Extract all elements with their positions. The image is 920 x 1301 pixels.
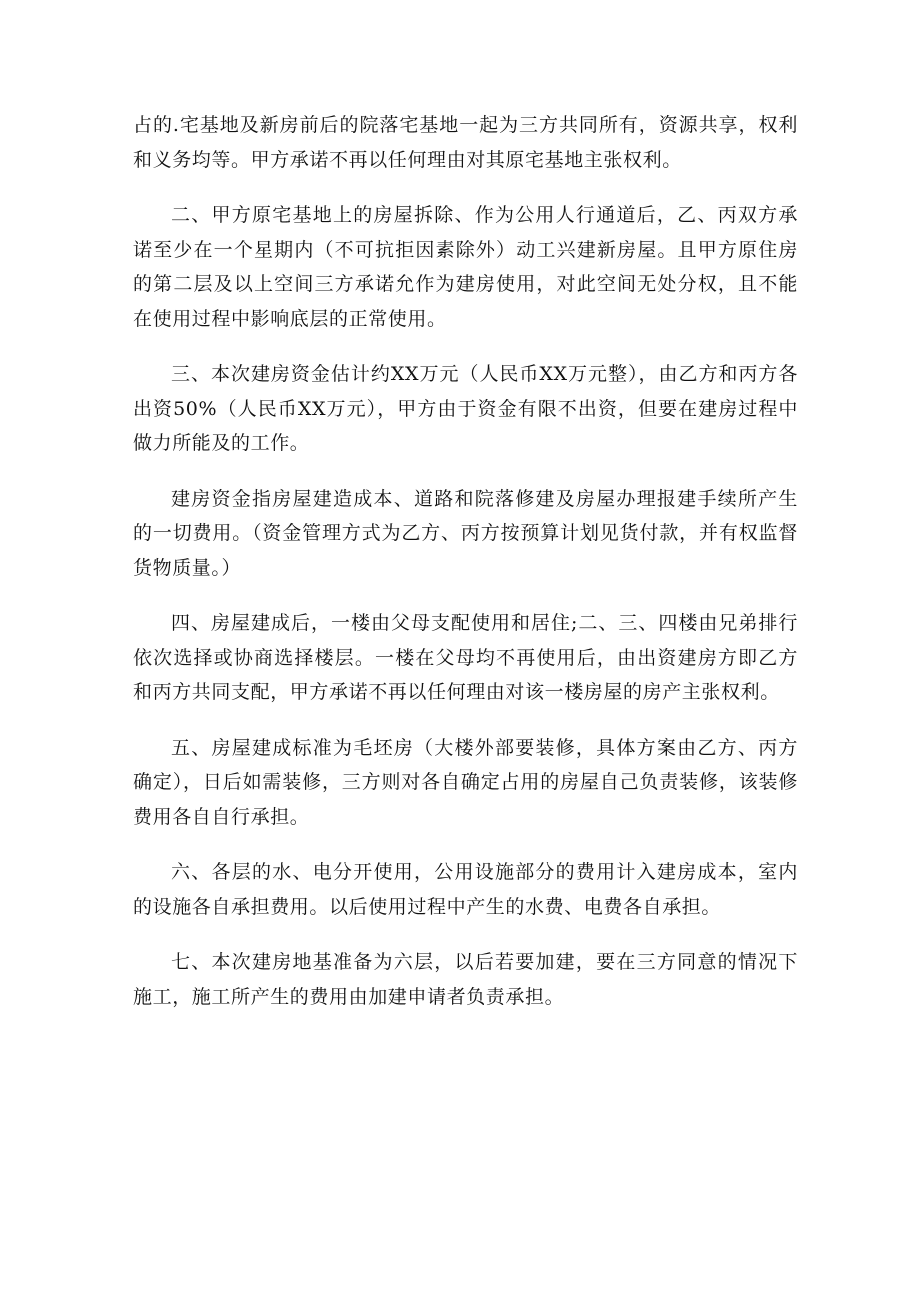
paragraph-clause-5: 五、房屋建成标准为毛坯房（大楼外部要装修，具体方案由乙方、丙方确定），日后如需装修，三方则对各自确定占用的房屋自己负责装修，该装修费用各自自行承担。 xyxy=(133,736,798,828)
paragraph-continuation: 占的.宅基地及新房前后的院落宅基地一起为三方共同所有，资源共享，权利和义务均等。甲方承诺不再以任何理由对其原宅基地主张权利。 xyxy=(133,114,798,171)
paragraph-clause-6: 六、各层的水、电分开使用，公用设施部分的费用计入建房成本，室内的设施各自承担费用。以后使用过程中产生的水费、电费各自承担。 xyxy=(133,861,798,918)
paragraph-clause-4: 四、房屋建成后，一楼由父母支配使用和居住;二、三、四楼由兄弟排行依次选择或协商选择楼层。一楼在父母均不再使用后，由出资建房方即乙方和丙方共同支配，甲方承诺不再以任何理由对该一楼房屋的房产主张权利。 xyxy=(133,612,798,703)
document-body xyxy=(133,108,798,1035)
paragraph-funding-note: 建房资金指房屋建造成本、道路和院落修建及房屋办理报建手续所产生的一切费用。（资金管理方式为乙方、丙方按预算计划见货付款，并有权监督货物质量。） xyxy=(133,487,798,579)
paragraph-clause-2: 二、甲方原宅基地上的房屋拆除、作为公用人行通道后，乙、丙双方承诺至少在一个星期内（不可抗拒因素除外）动工兴建新房屋。且甲方原住房的第二层及以上空间三方承诺允作为建房使用，对此空间无处分权，且不能在使用过程中影响底层的正常使用。 xyxy=(133,204,798,330)
paragraph-clause-3: 三、本次建房资金估计约XX万元（人民币XX万元整），由乙方和丙方各出资50%（人民币XX万元），甲方由于资金有限不出资，但要在建房过程中做力所能及的工作。 xyxy=(133,363,798,454)
paragraph-clause-7: 七、本次建房地基准备为六层，以后若要加建，要在三方同意的情况下施工，施工所产生的费用由加建申请者负责承担。 xyxy=(133,951,798,1008)
